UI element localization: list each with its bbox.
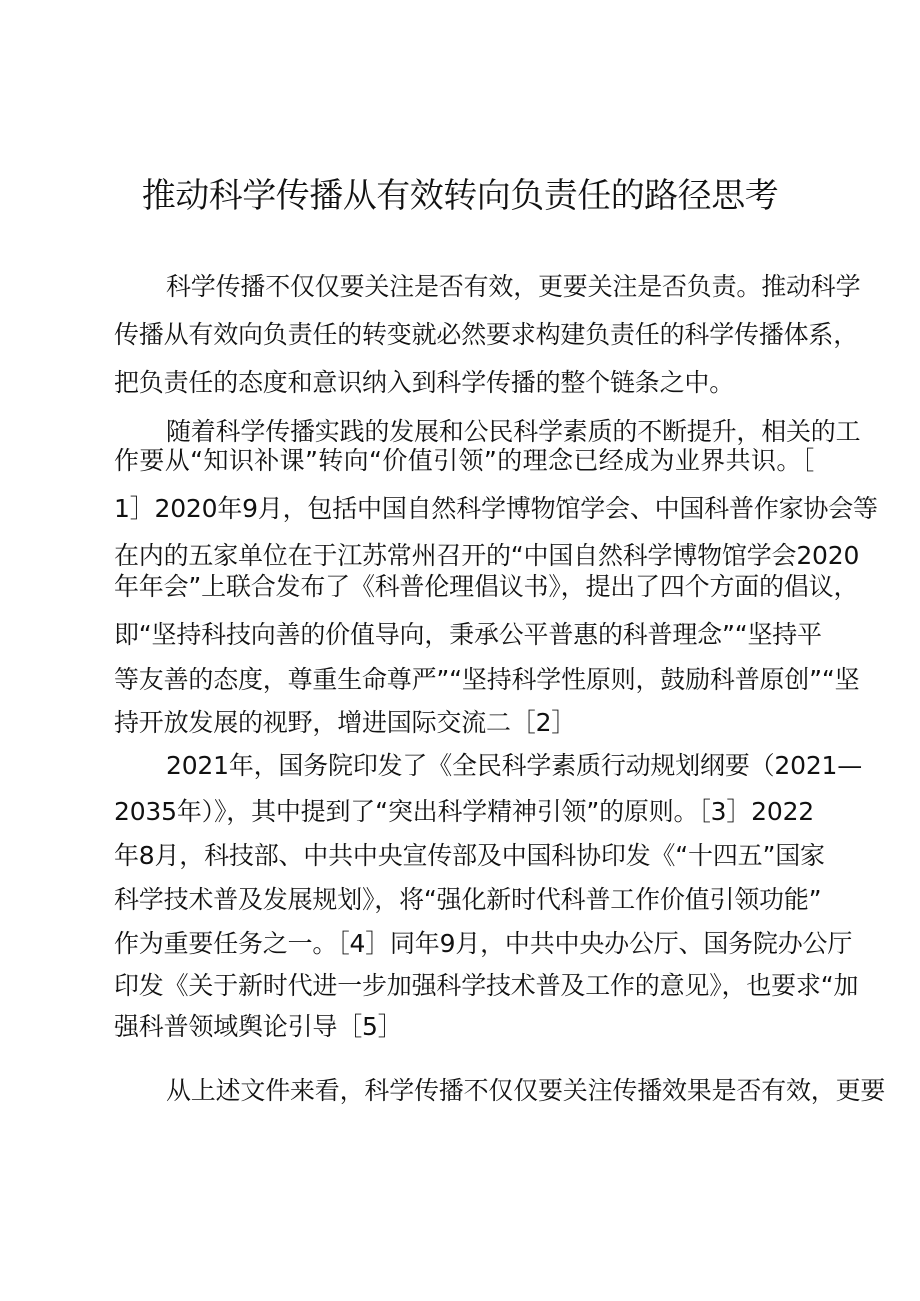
paragraph-2-line-6: 即“坚持科技向善的价值导向，秉承公平普惠的科普理念”“坚持平 (114, 620, 822, 649)
paragraph-3-line-3: 年8月，科技部、中共中央宣传部及中国科协印发《“十四五”国家 (114, 841, 825, 870)
paragraph-2-line-1: 随着科学传播实践的发展和公民科学素质的不断提升，相关的工 (166, 417, 861, 446)
paragraph-4-line-1: 从上述文件来看，科学传播不仅仅要关注传播效果是否有效，更要 (166, 1076, 886, 1105)
paragraph-2-line-2: 作要从“知识补课”转向“价值引领”的理念已经成为业界共识。［ (114, 446, 814, 475)
paragraph-3-line-7: 强科普领域舆论引导［5］ (114, 1012, 403, 1041)
paragraph-2-line-8: 持开放发展的视野，增进国际交流二［2］ (114, 708, 577, 737)
paragraph-2-line-3: 1］2020年9月，包括中国自然科学博物馆学会、中国科普作家协会等 (114, 494, 878, 523)
paragraph-1-line-1: 科学传播不仅仅要关注是否有效，更要关注是否负责。推动科学 (166, 272, 861, 301)
paragraph-1-line-2: 传播从有效向负责任的转变就必然要求构建负责任的科学传播体系， (114, 320, 859, 349)
paragraph-2-line-5: 年年会”上联合发布了《科普伦理倡议书》，提出了四个方面的倡议， (114, 572, 859, 601)
paragraph-2-line-7: 等友善的态度，尊重生命尊严”“坚持科学性原则，鼓励科普原创”“坚 (114, 665, 860, 694)
paragraph-3-line-6: 印发《关于新时代进一步加强科学技术普及工作的意见》，也要求“加 (114, 971, 859, 1000)
paragraph-1-line-3: 把负责任的态度和意识纳入到科学传播的整个链条之中。 (114, 368, 735, 397)
document-title: 推动科学传播从有效转向负责任的路径思考 (141, 176, 779, 216)
paragraph-2-line-4: 在内的五家单位在于江苏常州召开的“中国自然科学博物馆学会2020 (114, 541, 860, 570)
paragraph-3-line-2: 2035年）》，其中提到了“突出科学精神引领”的原则。［3］2022 (114, 797, 814, 826)
paragraph-3-line-4: 科学技术普及发展规划》，将“强化新时代科普工作价值引领功能” (114, 885, 822, 914)
paragraph-3-line-1: 2021年，国务院印发了《全民科学素质行动规划纲要（2021— (166, 751, 863, 780)
paragraph-3-line-5: 作为重要任务之一。［4］同年9月，中共中央办公厅、国务院办公厅 (114, 929, 853, 958)
